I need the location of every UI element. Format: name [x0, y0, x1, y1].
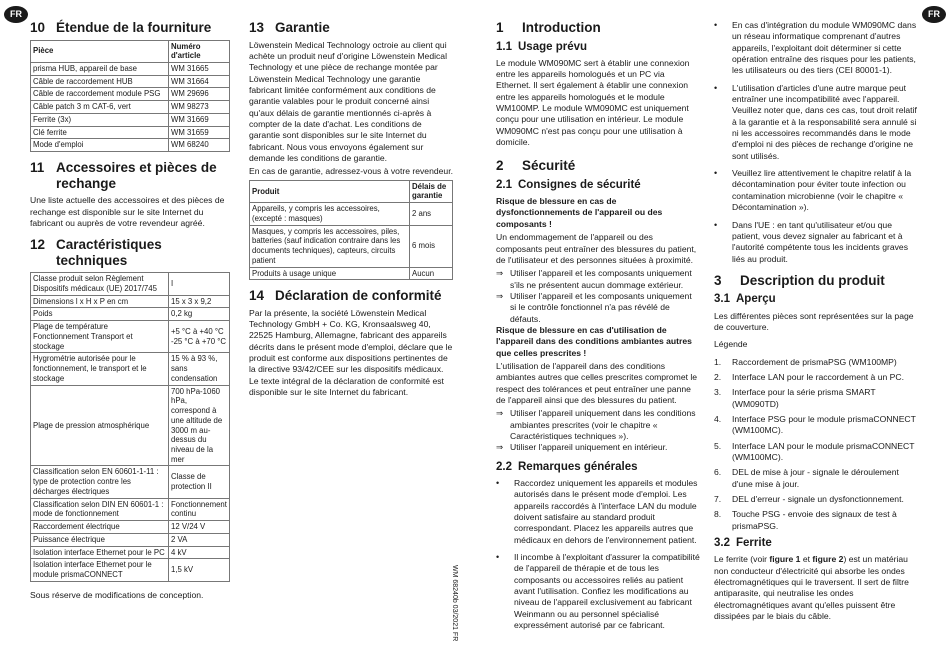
legend-label: Légende — [714, 339, 748, 350]
table-cell: 0,2 kg — [169, 308, 230, 321]
technical-data-table — [30, 272, 230, 582]
table-cell: WM 31664 — [169, 75, 230, 88]
table-cell: Classe de protection II — [169, 466, 230, 498]
table-row — [31, 353, 230, 385]
table-cell: Masques, y compris les accessoires, piles, batteries (sauf indication contraire dans les documents techniques), capteurs, circuits patient — [250, 225, 410, 267]
table-cell: Classification selon EN 60601-1-11 : type de protection contre les décharges électriques — [31, 466, 169, 498]
table-cell: Puissance électrique — [31, 533, 169, 546]
legend-item — [714, 509, 920, 532]
table-cell: Classification selon DIN EN 60601-1 : mode de fonctionnement — [31, 498, 169, 520]
legend-text: DEL d'erreur - signale un dysfonctionnement. — [732, 494, 904, 505]
action-item — [496, 442, 700, 453]
legend-text: Interface PSG pour le module prismaCONNECT (WM100MC). — [732, 413, 916, 436]
bullet-icon: • — [714, 20, 718, 30]
legend-item — [714, 357, 920, 368]
document-code: WM 68240b 03/2021 FR — [451, 565, 458, 642]
arrow-icon: ⇒ — [496, 442, 504, 453]
table-row — [250, 225, 453, 267]
legend-number: 2. — [714, 371, 722, 382]
legend-number: 3. — [714, 387, 722, 398]
delivery-table — [30, 40, 230, 153]
list-item-text: Dans l'UE : en tant qu'utilisateur et/ou que patient, vous devez signaler au fabricant et à l'autorité compétente tous les incidents graves liés au produit. — [732, 219, 908, 264]
arrow-icon: ⇒ — [496, 290, 504, 301]
section-3-2-heading: 3.2 Ferrite — [714, 537, 772, 550]
table-cell: Câble de raccordement module PSG — [31, 88, 169, 101]
arrow-icon: ⇒ — [496, 268, 504, 279]
action-text: Utiliser l'appareil et les composants uniquement s'ils ne présentent aucun dommage extérieur. — [510, 268, 692, 290]
column-4 — [714, 20, 920, 624]
action-text: Utiliser l'appareil uniquement en intérieur. — [510, 442, 668, 453]
table-cell: 15 x 3 x 9,2 — [169, 295, 230, 308]
table-cell: Poids — [31, 308, 169, 321]
legend-number: 6. — [714, 467, 722, 478]
table-row — [31, 546, 230, 559]
table-cell: 15 % à 93 %, sans condensation — [169, 353, 230, 385]
table-cell: Raccordement électrique — [31, 521, 169, 534]
section-1-heading: 1 Introduction — [496, 20, 601, 35]
table-cell: WM 29696 — [169, 88, 230, 101]
language-badge-left: FR — [4, 6, 28, 23]
legend-item — [714, 372, 920, 383]
column-3 — [496, 20, 700, 637]
table-cell: Plage de température Fonctionnement Transport et stockage — [31, 321, 169, 353]
technical-data-table-body — [31, 273, 230, 582]
warranty-text: Löwenstein Medical Technology octroie au client qui achète un produit neuf d'origine Löwenstein Medical Technology et une pièce de rechange montée par Löwenstein Medical Technology une garantie fabricant limitée conformément aux conditions de garantie valables pour le produit concerné ainsi qu'aux délais de garantie mentionnés ci-après à compter de la date d'achat. Les conditions de garantie sont disponibles sur le site Internet du fabricant. Nous vous envoyons également sur demande les conditions de garantie. — [249, 39, 447, 163]
legend-text: Raccordement de prismaPSG (WM100MP) — [732, 356, 897, 367]
list-item-text: L'utilisation d'articles d'une autre marque peut entraîner une incompatibilité avec l'appareil. Veuillez noter que, dans ces cas, tout droit relatif à la garantie et à la responsabilité sera annulé si ni les accessoires recommandés dans le mode d'emploi ni des pièces de rechange d'origine ne sont utilisés. — [732, 82, 917, 161]
table-row — [250, 267, 453, 280]
table-row — [31, 88, 230, 101]
section-14-heading: 14 Déclaration de conformité — [249, 288, 442, 304]
table-row — [31, 521, 230, 534]
table-cell: Câble de raccordement HUB — [31, 75, 169, 88]
section-2-heading: 2 Sécurité — [496, 158, 576, 174]
table-cell: Plage de pression atmosphérique — [31, 385, 169, 466]
table-cell: prisma HUB, appareil de base — [31, 62, 169, 75]
table-cell: Aucun — [410, 267, 453, 280]
list-item-text: En cas d'intégration du module WM090MC dans un réseau informatique comprenant d'autres appareils, l'exploitant doit déterminer si cette opération entraîne des risques pour les patients, les utilisateurs ou des tiers (CEI 80001-1). — [732, 20, 917, 76]
legend-number: 4. — [714, 413, 722, 424]
figure-2-ref: figure 2 — [812, 554, 844, 565]
table-row — [31, 126, 230, 139]
section-1-1-heading: 1.1 Usage prévu — [496, 40, 588, 53]
table-cell: 4 kV — [169, 546, 230, 559]
warning-1-text: Un endommagement de l'appareil ou des composants peut entraîner des blessures du patient, de l'utilisateur et des personnes situées à proximité. — [496, 232, 697, 265]
table-cell: Ferrite (3x) — [31, 113, 169, 126]
table-row — [31, 75, 230, 88]
table-row — [31, 385, 230, 466]
table-cell: 6 mois — [410, 225, 453, 267]
list-item — [714, 168, 920, 213]
table-cell: Dimensions l x H x P en cm — [31, 295, 169, 308]
warranty-contact: En cas de garantie, adressez-vous à votre revendeur. — [249, 166, 453, 177]
table-row — [31, 321, 230, 353]
action-item — [496, 291, 700, 325]
language-badge-right: FR — [922, 6, 946, 23]
table-row — [31, 62, 230, 75]
general-remarks-list-continued — [714, 20, 920, 265]
section-3-1-heading: 3.1 Aperçu — [714, 293, 776, 306]
table-cell: Classe produit selon Règlement Dispositifs médicaux (UE) 2017/745 — [31, 273, 169, 295]
table-row — [31, 559, 230, 581]
legend-number: 7. — [714, 494, 722, 505]
table-row — [31, 113, 230, 126]
bullet-icon: • — [714, 82, 718, 93]
overview-intro: Les différentes pièces sont représentées sur la page de couverture. — [714, 310, 914, 332]
figure-1-ref: figure 1 — [769, 554, 801, 565]
table-row — [31, 308, 230, 321]
table-cell: 1,5 kV — [169, 559, 230, 581]
list-item-text: Veuillez lire attentivement le chapitre relatif à la décontamination pour éviter toute infection ou contamination microbienne (voir le chapitre « Décontamination »). — [732, 168, 912, 213]
arrow-icon: ⇒ — [496, 408, 504, 419]
action-item — [496, 268, 700, 291]
table-cell: WM 31669 — [169, 113, 230, 126]
conformity-text: Par la présente, la société Löwenstein Medical Technology GmbH + Co. KG, Kronsaalsweg 40, 22525 Hamburg, Allemagne, fabricant des appareils décrits dans le présent mode d'emploi, déclare que le produit est conforme aux dispositions pertinentes de la directive 93/42/CEE sur les dispositifs médicaux. Le texte intégral de la déclaration de conformité est disponible sur le site Internet du fabricant. — [249, 307, 453, 398]
bullet-icon: • — [496, 477, 500, 488]
section-11-heading: 11 Accessoires et pièces de rechange — [30, 160, 217, 191]
table-cell: +5 °C à +40 °C -25 °C à +70 °C — [169, 321, 230, 353]
section-11-text: Une liste actuelle des accessoires et des pièces de rechange est disponible sur le site Internet du fabricant ou auprès de votre revendeur agréé. — [30, 195, 225, 228]
table-row — [31, 139, 230, 152]
section-2-2-heading: 2.2 Remarques générales — [496, 460, 638, 473]
warning-2-title: Risque de blessure en cas d'utilisation de l'appareil dans des conditions ambiantes autres que celles prescrites ! — [496, 324, 692, 358]
legend-text: DEL de mise à jour - signale le déroulement d'une mise à jour. — [732, 467, 899, 489]
table-cell: Mode d'emploi — [31, 139, 169, 152]
section-13-heading: 13 Garantie — [249, 20, 330, 35]
warning-1-actions — [496, 268, 700, 325]
table-row — [31, 101, 230, 114]
bullet-icon: • — [714, 219, 718, 230]
delivery-table-body — [31, 62, 230, 151]
table-cell: WM 31665 — [169, 62, 230, 75]
table-row — [31, 498, 230, 520]
legend-item — [714, 414, 920, 437]
legend-item — [714, 494, 920, 505]
table-row — [31, 295, 230, 308]
table-cell: WM 98273 — [169, 101, 230, 114]
legend-item — [714, 441, 920, 464]
table-cell: Appareils, y compris les accessoires, (excepté : masques) — [250, 203, 410, 225]
table-cell: Fonctionnement continu — [169, 498, 230, 520]
table-row — [31, 533, 230, 546]
list-item — [714, 220, 920, 265]
table-cell: WM 68240 — [169, 139, 230, 152]
list-item — [496, 552, 700, 631]
section-12-heading: 12 Caractéristiques techniques — [30, 237, 162, 268]
table-cell: Câble patch 3 m CAT-6, vert — [31, 101, 169, 114]
action-text: Utiliser l'appareil uniquement dans les conditions ambiantes prescrites (voir le chapitre « Caractéristiques techniques »). — [510, 408, 696, 441]
table-cell: Isolation interface Ethernet pour le PC — [31, 546, 169, 559]
table-row — [250, 203, 453, 225]
action-text: Utiliser l'appareil et les composants uniquement si le contrôle fonctionnel n'a pas révélé de défauts. — [510, 290, 692, 324]
bullet-icon: • — [714, 168, 718, 179]
list-item — [496, 478, 700, 546]
legend-number: 1. — [714, 356, 722, 367]
ferrite-text: Le ferrite (voir figure 1 et figure 2) est un matériau non conducteur d'électricité qui absorbe les ondes électromagnétiques qui le traversent. Il sert de filtre antiparasite, qui neutralise les ondes électromagnétiques avant qu'elles puissent être dissipées par le biais du câble. — [714, 554, 909, 621]
column-2 — [249, 20, 453, 401]
list-item — [714, 83, 920, 162]
general-remarks-list — [496, 478, 700, 631]
legend-text: Interface LAN pour le module prismaCONNECT (WM100MC). — [732, 440, 915, 462]
legend-number: 8. — [714, 509, 722, 520]
design-change-note: Sous réserve de modifications de conception. — [30, 589, 204, 600]
table-cell: WM 31659 — [169, 126, 230, 139]
section-10-heading: 10 Étendue de la fourniture — [30, 20, 212, 35]
intended-use-text: Le module WM090MC sert à établir une connexion entre les appareils homologués et un PC via Ethernet. Il sert également à établir une connexion entre les appareils homologués et le module WM100MP. Le module WM090MC est uniquement conçu pour une utilisation en intérieur. Le module WM090MC n'est pas conçu pour une utilisation à domicile. — [496, 57, 690, 148]
legend-item — [714, 387, 920, 410]
legend-item — [714, 467, 920, 490]
legend-number: 5. — [714, 440, 722, 451]
table-cell: Produits à usage unique — [250, 267, 410, 280]
section-3-heading: 3 Description du produit — [714, 272, 885, 288]
warranty-table — [249, 180, 453, 281]
legend-list — [714, 357, 920, 532]
table-cell: 12 V/24 V — [169, 521, 230, 534]
list-item-text: Il incombe à l'exploitant d'assurer la compatibilité de l'appareil de thérapie et de tous les composants ou accessoires reliés au patient avant l'utilisation. Confiez les modifications au niveau de l'appareil exclusivement au fabricant Weinmann ou au personnel spécialisé expressément autorisé par ce fabricant. — [514, 551, 700, 630]
list-item-text: Raccordez uniquement les appareils et modules autorisés dans le présent mode d'emploi. Les appareils raccordés à l'interface LAN du module doivent satisfaire au standard produit correspondant. Placez les appareils autres que médicaux en dehors de l'environnement patient. — [514, 477, 698, 545]
section-2-1-heading: 2.1 Consignes de sécurité — [496, 178, 641, 191]
warranty-table-body — [250, 203, 453, 280]
table-cell: Clé ferrite — [31, 126, 169, 139]
table-row — [31, 466, 230, 498]
warning-1-title: Risque de blessure en cas de dysfonctionnements de l'appareil ou des composants ! — [496, 196, 663, 229]
table-cell: 2 VA — [169, 533, 230, 546]
legend-text: Interface pour la série prisma SMART (WM090TD) — [732, 387, 876, 409]
table-cell: I — [169, 273, 230, 295]
action-item — [496, 408, 700, 442]
table-cell: Isolation interface Ethernet pour le module prismaCONNECT — [31, 559, 169, 581]
list-item — [714, 20, 920, 77]
table-header-row: Produit Délais de garantie — [250, 180, 453, 202]
legend-text: Interface LAN pour le raccordement à un PC. — [732, 371, 904, 382]
warning-2-text: L'utilisation de l'appareil dans des conditions ambiantes autres que celles prescrites compromet le respect des tolérances et peut entraîner une panne de l'appareil ainsi que des blessures du patient. — [496, 360, 698, 405]
legend-text: Touche PSG - envoie des signaux de test à prismaPSG. — [732, 509, 897, 531]
table-cell: Hygrométrie autorisée pour le fonctionnement, le transport et le stockage — [31, 353, 169, 385]
table-cell: 2 ans — [410, 203, 453, 225]
table-header-row: Pièce Numéro d'article — [31, 40, 230, 62]
table-cell: 700 hPa-1060 hPa, correspond à une altitude de 3000 m au-dessus du niveau de la mer — [169, 385, 230, 466]
bullet-icon: • — [496, 551, 500, 562]
table-row — [31, 273, 230, 295]
column-1 — [30, 20, 230, 603]
warning-2-actions — [496, 408, 700, 453]
